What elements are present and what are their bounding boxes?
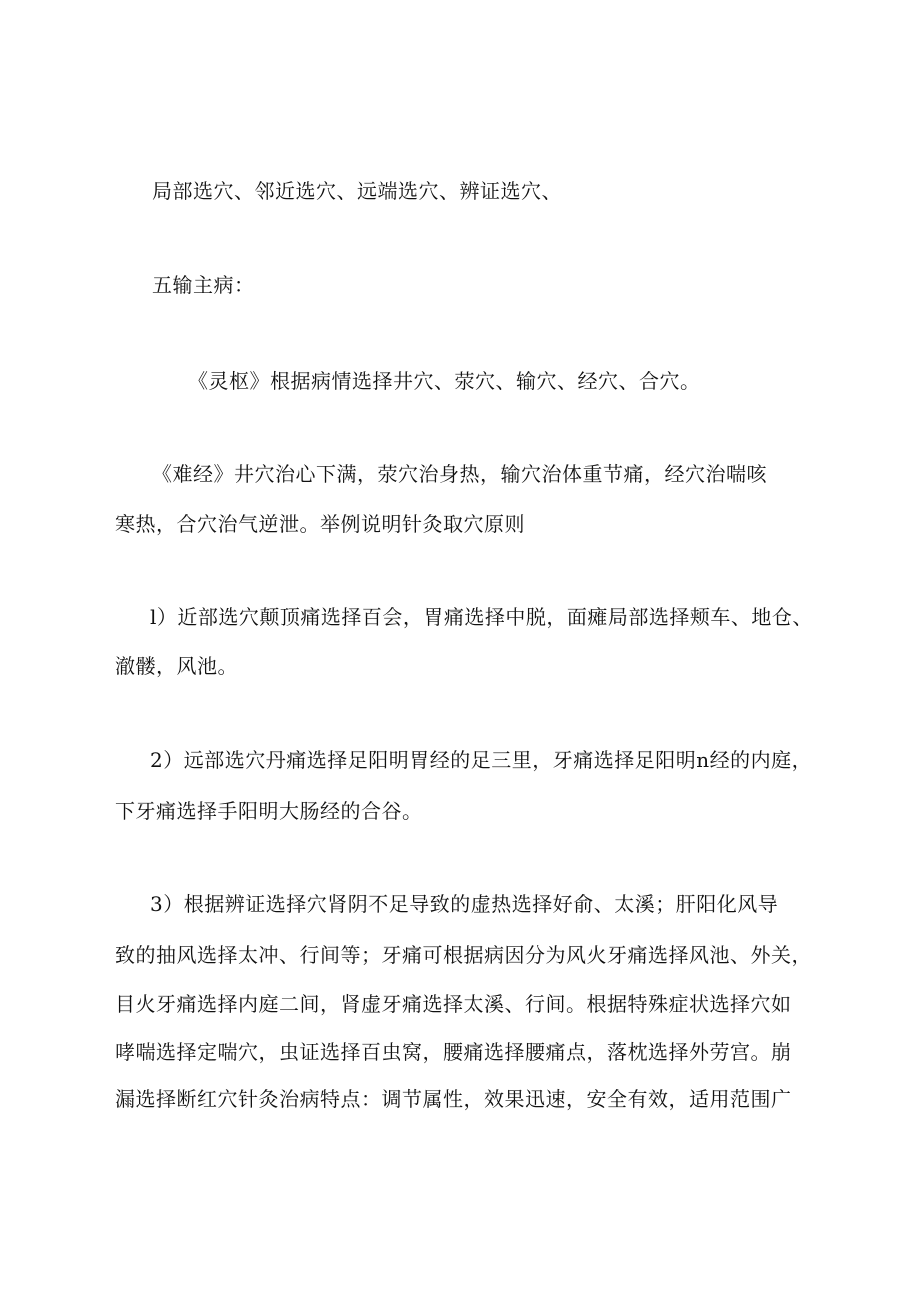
text-line: 2）远部选穴丹痛选择足阳明胃经的足三里，牙痛选择足阳明n经的内庭， <box>150 748 813 772</box>
text-line: 《难经》井穴治心下满，荥穴治身热，输穴治体重节痛，经穴治喘咳 <box>152 462 767 486</box>
text-line: 局部选穴、邻近选穴、远端选穴、辨证选穴、 <box>152 179 562 203</box>
text-line: l）近部选穴颠顶痛选择百会，胃痛选择中脱，面瘫局部选择颊车、地仓、 <box>150 605 813 629</box>
text-line: 寒热，合穴治气逆泄。举例说明针灸取穴原则 <box>115 512 525 536</box>
text-line: 哮喘选择定喘穴，虫证选择百虫窝，腰痛选择腰痛点，落枕选择外劳宫。崩 <box>115 1040 792 1064</box>
text-line: 澈髅，风池。 <box>115 654 238 678</box>
text-line: 3）根据辨证选择穴肾阴不足导致的虚热选择好俞、太溪；肝阳化风导 <box>150 892 779 916</box>
text-line: 致的抽风选择太冲、行间等；牙痛可根据病因分为风火牙痛选择风池、外关， <box>115 943 812 967</box>
text-line: 下牙痛选择手阳明大肠经的合谷。 <box>115 799 423 823</box>
text-line: 《灵枢》根据病情选择井穴、荥穴、输穴、经穴、合穴。 <box>188 369 701 393</box>
text-line: 漏选择断红穴针灸治病特点：调节属性，效果迅速，安全有效，适用范围广 <box>115 1087 792 1111</box>
text-line: 五输主病： <box>152 273 255 297</box>
text-line: 目火牙痛选择内庭二间，肾虚牙痛选择太溪、行间。根据特殊症状选择穴如 <box>115 992 792 1016</box>
